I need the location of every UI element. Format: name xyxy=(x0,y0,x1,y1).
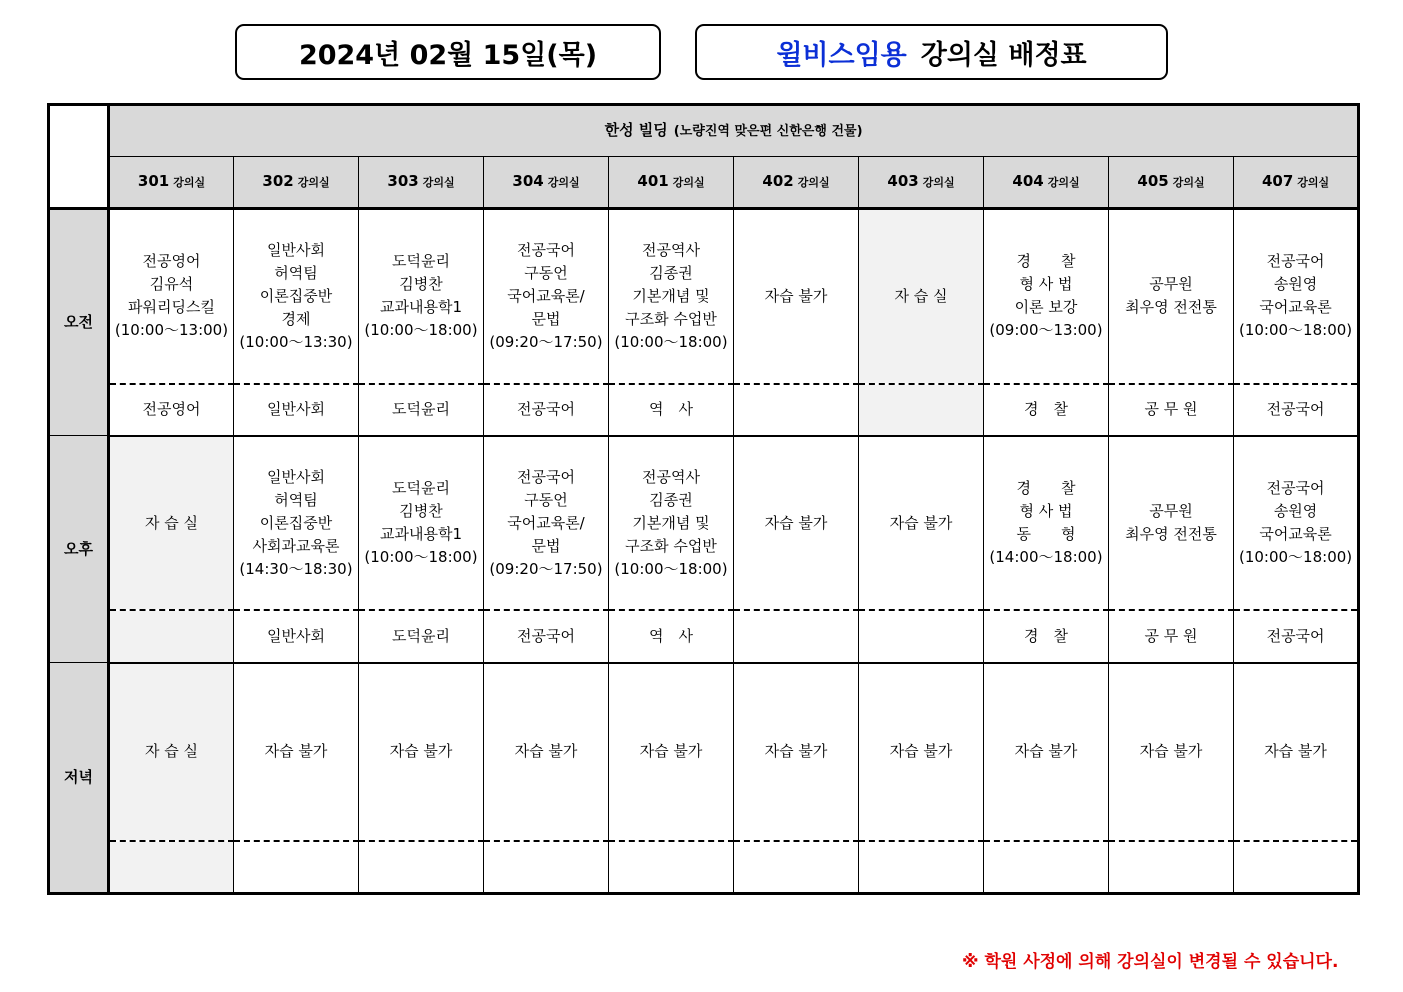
cell-line: (10:00～13:30) xyxy=(239,332,353,351)
cell-line: (09:00～13:00) xyxy=(989,321,1103,340)
cell-line: 국어교육론 xyxy=(1259,298,1332,317)
cell-line: 이론 보강 xyxy=(1014,298,1078,317)
cell-line: (10:00～18:00) xyxy=(614,559,728,578)
subject-cell-407: 전공국어 xyxy=(1234,610,1359,662)
brand-name: 윌비스임용 xyxy=(776,39,907,71)
building-header xyxy=(109,105,1359,157)
cell-line: 자 습 실 xyxy=(894,286,948,305)
cell-line: 공무원 xyxy=(1149,275,1193,294)
cell-line: 자습 불가 xyxy=(639,742,703,761)
cell-line: 전공국어 xyxy=(517,467,575,486)
cell-line: 김종권 xyxy=(649,263,693,282)
subject-cell-401 xyxy=(609,841,734,893)
schedule-cell-402 xyxy=(734,663,859,842)
cell-line: (14:30～18:30) xyxy=(239,559,353,578)
subject-cell-301 xyxy=(109,841,234,893)
room-header-401 xyxy=(609,157,734,209)
subject-cell-403 xyxy=(859,384,984,436)
room-number: 402 xyxy=(762,172,794,191)
section-row-main xyxy=(49,209,1359,384)
period-label: 오후 xyxy=(49,436,109,663)
cell-line: 경제 xyxy=(281,309,311,328)
subject-cell-303: 도덕윤리 xyxy=(359,610,484,662)
cell-line: 자습 불가 xyxy=(764,513,828,532)
notice-text: ※ 학원 사정에 의해 강의실이 변경될 수 있습니다. xyxy=(962,952,1339,972)
cell-line: 전공역사 xyxy=(642,240,700,259)
room-number: 303 xyxy=(387,172,419,191)
room-suffix: 강의실 xyxy=(422,176,455,190)
subject-cell-403 xyxy=(859,610,984,662)
schedule-cell-402 xyxy=(734,436,859,611)
room-assignment-table xyxy=(47,103,1360,895)
subject-cell-304: 전공국어 xyxy=(484,610,609,662)
cell-line: 도덕윤리 xyxy=(392,252,450,271)
schedule-cell-302 xyxy=(234,209,359,384)
cell-line: 자습 불가 xyxy=(1264,742,1327,761)
cell-line: 형 사 법 xyxy=(1019,275,1073,294)
cell-line: 사회과교육론 xyxy=(252,536,340,555)
subject-cell-407 xyxy=(1234,841,1359,893)
schedule-cell-301 xyxy=(109,663,234,842)
subject-cell-404: 경 찰 xyxy=(984,610,1109,662)
cell-line: 구동언 xyxy=(524,263,568,282)
cell-line: 송원영 xyxy=(1273,275,1318,294)
cell-line: (09:20～17:50) xyxy=(489,332,603,351)
cell-line: 김병찬 xyxy=(399,502,443,521)
cell-line: 도덕윤리 xyxy=(392,479,450,498)
subject-cell-301: 전공영어 xyxy=(109,384,234,436)
cell-line: 문법 xyxy=(531,309,561,328)
cell-line: 자습 불가 xyxy=(389,742,453,761)
cell-line: 김유석 xyxy=(149,275,194,294)
section-row-main xyxy=(49,436,1359,611)
cell-line: 자 습 실 xyxy=(144,742,198,761)
cell-line: (14:00～18:00) xyxy=(989,548,1103,567)
cell-line: 전공영어 xyxy=(142,252,201,271)
cell-line: 국어교육론/ xyxy=(507,513,585,532)
cell-line: 동 형 xyxy=(1016,525,1076,544)
cell-line: 파워리딩스킬 xyxy=(128,298,215,317)
cell-line: 기본개념 및 xyxy=(632,286,710,305)
section-row-sub xyxy=(49,841,1359,893)
room-header-402 xyxy=(734,157,859,209)
room-number: 401 xyxy=(637,172,669,191)
cell-line: 형 사 법 xyxy=(1019,502,1073,521)
subject-cell-301 xyxy=(109,610,234,662)
subject-cell-303: 도덕윤리 xyxy=(359,384,484,436)
period-label: 저녁 xyxy=(49,663,109,894)
period-label: 오전 xyxy=(49,209,109,436)
cell-line: 일반사회 xyxy=(267,240,325,259)
schedule-cell-403 xyxy=(859,663,984,842)
section-row-sub xyxy=(49,384,1359,436)
cell-line: 자습 불가 xyxy=(889,742,953,761)
schedule-cell-303 xyxy=(359,436,484,611)
room-header-407 xyxy=(1234,157,1359,209)
subject-cell-302: 일반사회 xyxy=(234,384,359,436)
schedule-cell-303 xyxy=(359,663,484,842)
cell-line: 자습 불가 xyxy=(764,742,828,761)
cell-line: 최우영 전전통 xyxy=(1125,525,1217,544)
schedule-cell-304 xyxy=(484,663,609,842)
room-header-404 xyxy=(984,157,1109,209)
subject-cell-405: 공 무 원 xyxy=(1109,384,1234,436)
schedule-cell-405 xyxy=(1109,436,1234,611)
subject-cell-304 xyxy=(484,841,609,893)
schedule-cell-403 xyxy=(859,209,984,384)
cell-line: 김종권 xyxy=(649,490,693,509)
cell-line: 국어교육론/ xyxy=(507,286,585,305)
room-suffix: 강의실 xyxy=(297,176,330,190)
cell-line: 자습 불가 xyxy=(1139,742,1203,761)
subject-cell-302: 일반사회 xyxy=(234,610,359,662)
subject-cell-401: 역 사 xyxy=(609,384,734,436)
schedule-cell-401 xyxy=(609,436,734,611)
room-number: 405 xyxy=(1137,172,1169,191)
schedule-cell-405 xyxy=(1109,663,1234,842)
cell-line: 일반사회 xyxy=(267,467,325,486)
room-header-304 xyxy=(484,157,609,209)
schedule-cell-403 xyxy=(859,436,984,611)
building-row xyxy=(49,105,1359,157)
cell-line: (09:20～17:50) xyxy=(489,559,603,578)
building-location: (노량진역 맞은편 신한은행 건물) xyxy=(673,124,863,140)
schedule-cell-407 xyxy=(1234,209,1359,384)
date-title xyxy=(235,24,661,80)
cell-line: 기본개념 및 xyxy=(632,513,710,532)
room-suffix: 강의실 xyxy=(1047,176,1080,190)
room-number: 302 xyxy=(262,172,294,191)
room-suffix: 강의실 xyxy=(672,176,705,190)
cell-line: (10:00～18:00) xyxy=(1238,548,1353,567)
room-suffix: 강의실 xyxy=(922,176,955,190)
cell-line: 전공국어 xyxy=(1266,252,1325,271)
cell-line: 이론집중반 xyxy=(259,513,333,532)
room-suffix: 강의실 xyxy=(173,176,206,190)
subject-cell-302 xyxy=(234,841,359,893)
schedule-title-text: 강의실 배정표 xyxy=(920,39,1087,71)
cell-line: 교과내용학1 xyxy=(380,298,462,317)
schedule-cell-302 xyxy=(234,663,359,842)
cell-line: 자습 불가 xyxy=(1014,742,1078,761)
cell-line: 이론집중반 xyxy=(259,286,333,305)
room-number: 403 xyxy=(887,172,919,191)
cell-line: 자습 불가 xyxy=(264,742,328,761)
cell-line: (10:00～18:00) xyxy=(614,332,728,351)
cell-line: 전공국어 xyxy=(517,240,575,259)
subject-cell-405 xyxy=(1109,841,1234,893)
room-number: 407 xyxy=(1261,172,1294,191)
cell-line: 교과내용학1 xyxy=(380,525,462,544)
room-header-301 xyxy=(109,157,234,209)
cell-line: (10:00～18:00) xyxy=(364,548,478,567)
subject-cell-405: 공 무 원 xyxy=(1109,610,1234,662)
cell-line: 구조화 수업반 xyxy=(625,309,717,328)
room-header-403 xyxy=(859,157,984,209)
corner-cell xyxy=(49,105,109,209)
subject-cell-402 xyxy=(734,610,859,662)
room-number: 404 xyxy=(1012,172,1044,191)
room-header-302 xyxy=(234,157,359,209)
cell-line: 자습 불가 xyxy=(889,513,953,532)
cell-line: 자 습 실 xyxy=(144,513,198,532)
subject-cell-304: 전공국어 xyxy=(484,384,609,436)
cell-line: (10:00～18:00) xyxy=(1238,321,1353,340)
cell-line: 허역팀 xyxy=(274,490,318,509)
schedule-cell-404 xyxy=(984,663,1109,842)
cell-line: (10:00～13:00) xyxy=(114,321,229,340)
cell-line: 허역팀 xyxy=(274,263,318,282)
cell-line: 국어교육론 xyxy=(1259,525,1332,544)
section-row-sub xyxy=(49,610,1359,662)
schedule-cell-304 xyxy=(484,209,609,384)
schedule-title xyxy=(695,24,1168,80)
cell-line: 자습 불가 xyxy=(514,742,578,761)
cell-line: 문법 xyxy=(531,536,561,555)
room-header-303 xyxy=(359,157,484,209)
room-suffix: 강의실 xyxy=(1172,176,1205,190)
schedule-cell-301 xyxy=(109,209,234,384)
subject-cell-403 xyxy=(859,841,984,893)
room-header-row xyxy=(49,157,1359,209)
subject-cell-407: 전공국어 xyxy=(1234,384,1359,436)
subject-cell-303 xyxy=(359,841,484,893)
room-suffix: 강의실 xyxy=(547,176,580,190)
cell-line: 경 찰 xyxy=(1016,479,1076,498)
room-number: 304 xyxy=(512,172,544,191)
room-suffix: 강의실 xyxy=(797,176,830,190)
schedule-cell-405 xyxy=(1109,209,1234,384)
subject-cell-404: 경 찰 xyxy=(984,384,1109,436)
cell-line: 구동언 xyxy=(524,490,568,509)
cell-line: 김병찬 xyxy=(399,275,443,294)
cell-line: 경 찰 xyxy=(1016,252,1076,271)
subject-cell-401: 역 사 xyxy=(609,610,734,662)
cell-line: 자습 불가 xyxy=(764,286,828,305)
schedule-cell-401 xyxy=(609,209,734,384)
date-text: 2024년 02월 15일(목) xyxy=(298,39,598,71)
schedule-cell-407 xyxy=(1234,436,1359,611)
schedule-cell-401 xyxy=(609,663,734,842)
cell-line: 전공국어 xyxy=(1266,479,1325,498)
schedule-cell-402 xyxy=(734,209,859,384)
cell-line: 구조화 수업반 xyxy=(625,536,717,555)
subject-cell-404 xyxy=(984,841,1109,893)
cell-line: 전공역사 xyxy=(642,467,700,486)
cell-line: 공무원 xyxy=(1149,502,1193,521)
cell-line: (10:00～18:00) xyxy=(364,321,478,340)
cell-line: 송원영 xyxy=(1273,502,1318,521)
cell-line: 최우영 전전통 xyxy=(1125,298,1217,317)
subject-cell-402 xyxy=(734,841,859,893)
schedule-cell-303 xyxy=(359,209,484,384)
schedule-cell-302 xyxy=(234,436,359,611)
section-row-main xyxy=(49,663,1359,842)
schedule-cell-404 xyxy=(984,436,1109,611)
room-header-405 xyxy=(1109,157,1234,209)
schedule-cell-407 xyxy=(1234,663,1359,842)
schedule-cell-304 xyxy=(484,436,609,611)
subject-cell-402 xyxy=(734,384,859,436)
schedule-cell-301 xyxy=(109,436,234,611)
schedule-cell-404 xyxy=(984,209,1109,384)
room-number: 301 xyxy=(137,172,170,191)
building-name: 한성 빌딩 xyxy=(604,121,668,140)
room-suffix: 강의실 xyxy=(1297,176,1330,190)
